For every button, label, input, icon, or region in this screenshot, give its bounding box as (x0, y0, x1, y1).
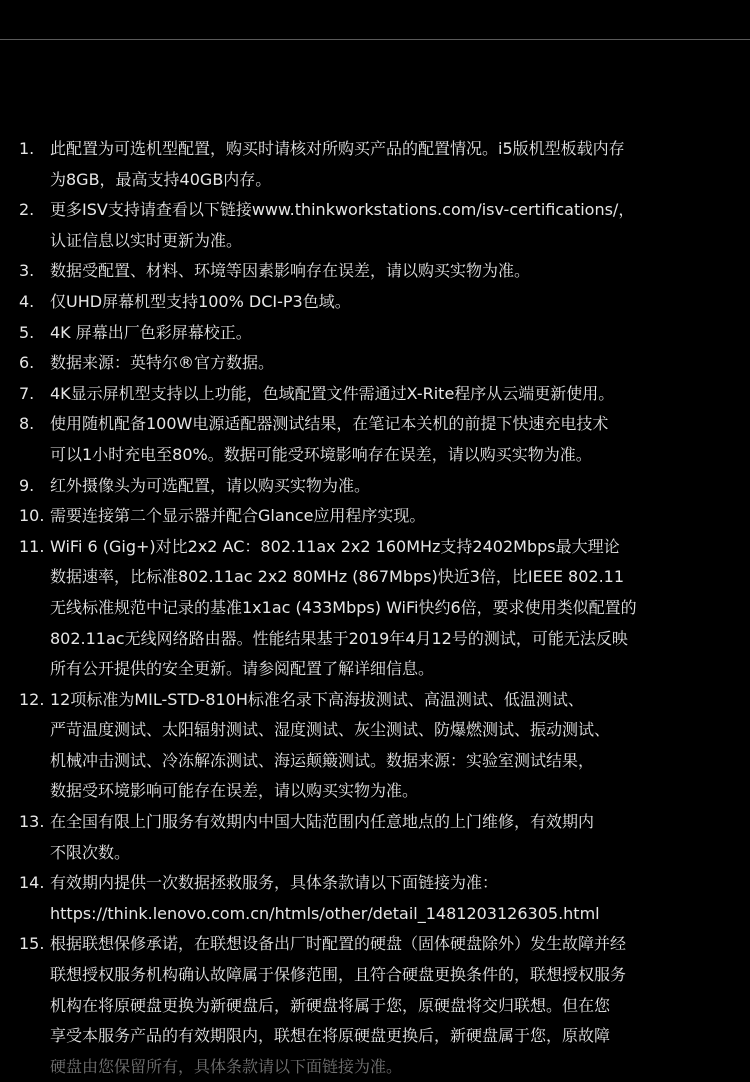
footnote-text (50, 501, 740, 532)
footnote-text (50, 532, 740, 685)
top-divider (0, 39, 750, 40)
footnote-text (50, 409, 740, 470)
footnote-number: 10. (19, 506, 45, 526)
footnote-item (0, 532, 750, 685)
footnote-line: 仅UHD屏幕机型支持100% DCI-P3色域。 (50, 291, 351, 311)
footnote-line: 可以1小时充电至80%。数据可能受环境影响存在误差，请以购买实物为准。 (50, 444, 592, 464)
footnote-text (50, 256, 740, 287)
footnote-number: 4. (19, 291, 35, 311)
footnote-line: 使用随机配备100W电源适配器测试结果，在笔记本关机的前提下快速充电技术 (50, 414, 609, 434)
footnote-text (50, 318, 740, 349)
footnote-number: 13. (19, 812, 45, 832)
footnote-item (0, 134, 750, 195)
footnote-number: 14. (19, 873, 45, 893)
footnote-number: 12. (19, 689, 45, 709)
footnote-item (0, 807, 750, 868)
footnote-line: 数据速率，比标准802.11ac 2x2 80MHz (867Mbps)快近3倍，比IEEE 802.11 (50, 567, 625, 587)
footnote-text (50, 195, 740, 256)
footnote-item (0, 256, 750, 287)
footnote-line: https://think.lenovo.com.cn/htmls/other/detail_1481203126305.html (50, 903, 600, 923)
footnote-number: 3. (19, 261, 35, 281)
footnote-line: 4K 屏幕出厂色彩屏幕校正。 (50, 322, 252, 342)
footnote-number: 11. (19, 536, 45, 556)
footnote-line: 联想授权服务机构确认故障属于保修范围，且符合硬盘更换条件的，联想授权服务 (50, 965, 627, 985)
footnote-item (0, 348, 750, 379)
footnote-line: 无线标准规范中记录的基准1x1ac (433Mbps) WiFi快约6倍，要求使用类似配置的 (50, 597, 637, 617)
footnote-number: 7. (19, 383, 35, 403)
footnote-item (0, 471, 750, 502)
footnote-item (0, 685, 750, 807)
footnote-number: 2. (19, 200, 35, 220)
footnote-line: 机构在将原硬盘更换为新硬盘后，新硬盘将属于您，原硬盘将交归联想。但在您 (50, 995, 611, 1015)
footnote-item (0, 287, 750, 318)
footnote-line: 机械冲击测试、冷冻解冻测试、海运颠簸测试。数据来源：实验室测试结果， (50, 750, 595, 770)
footnote-text (50, 379, 740, 410)
footnote-item (0, 318, 750, 349)
footnote-line: 此配置为可选机型配置，购买时请核对所购买产品的配置情况。i5版机型板载内存 (50, 139, 625, 158)
footnote-line: 12项标准为MIL-STD-810H标准名录下高海拔测试、高温测试、低温测试、 (50, 689, 584, 709)
footnote-line: 不限次数。 (50, 842, 131, 862)
footnote-line: 在全国有限上门服务有效期内中国大陆范围内任意地点的上门维修，有效期内 (50, 812, 595, 832)
footnote-line: WiFi 6 (Gig+)对比2x2 AC：802.11ax 2x2 160MHz支持2402Mbps最大理论 (50, 536, 620, 556)
footnote-item (0, 929, 750, 1082)
footnote-line: 红外摄像头为可选配置，请以购买实物为准。 (50, 475, 371, 495)
footnote-line: 严苛温度测试、太阳辐射测试、湿度测试、灰尘测试、防爆燃测试、振动测试、 (50, 720, 611, 740)
footnote-line: 数据受环境影响可能存在误差，请以购买实物为准。 (50, 781, 419, 801)
footnote-number: 1. (19, 139, 35, 158)
footnote-line: 数据来源：英特尔®官方数据。 (50, 353, 275, 373)
footnote-item (0, 379, 750, 410)
footnote-text (50, 685, 740, 807)
footnote-line: 硬盘由您保留所有，具体条款请以下面链接为准。 (50, 1056, 403, 1076)
footnote-line: 享受本服务产品的有效期限内，联想在将原硬盘更换后，新硬盘属于您，原故障 (50, 1026, 611, 1046)
footnote-item (0, 409, 750, 470)
footnote-text (50, 868, 740, 929)
footnote-number: 5. (19, 322, 35, 342)
footnote-line: 需要连接第二个显示器并配合Glance应用程序实现。 (50, 506, 426, 526)
footnote-text (50, 287, 740, 318)
footnote-line: 认证信息以实时更新为准。 (50, 230, 243, 250)
footnote-line: 802.11ac无线网络路由器。性能结果基于2019年4月12号的测试，可能无法反映 (50, 628, 628, 648)
footnotes-list (0, 134, 750, 1082)
footnote-number: 9. (19, 475, 35, 495)
footnote-number: 8. (19, 414, 35, 434)
footnote-line: 根据联想保修承诺，在联想设备出厂时配置的硬盘（固体硬盘除外）发生故障并经 (50, 934, 627, 954)
footnote-line: 4K显示屏机型支持以上功能，色域配置文件需通过X-Rite程序从云端更新使用。 (50, 383, 615, 403)
footnote-text (50, 348, 740, 379)
footnote-number: 15. (19, 934, 45, 954)
footnote-line: 所有公开提供的安全更新。请参阅配置了解详细信息。 (50, 659, 435, 679)
footnote-line: 更多ISV支持请查看以下链接www.thinkworkstations.com/isv-certifications/， (50, 200, 635, 220)
footnote-line: 有效期内提供一次数据拯救服务，具体条款请以下面链接为准： (50, 873, 499, 893)
footnote-text (50, 471, 740, 502)
footnote-text (50, 807, 740, 868)
footnote-number: 6. (19, 353, 35, 373)
footnote-item (0, 868, 750, 929)
footnote-text (50, 929, 740, 1082)
footnote-line: 数据受配置、材料、环境等因素影响存在误差，请以购买实物为准。 (50, 261, 531, 281)
footnote-item (0, 195, 750, 256)
footnote-line: 为8GB，最高支持40GB内存。 (50, 169, 272, 189)
footnote-text (50, 134, 740, 195)
footnote-item (0, 501, 750, 532)
